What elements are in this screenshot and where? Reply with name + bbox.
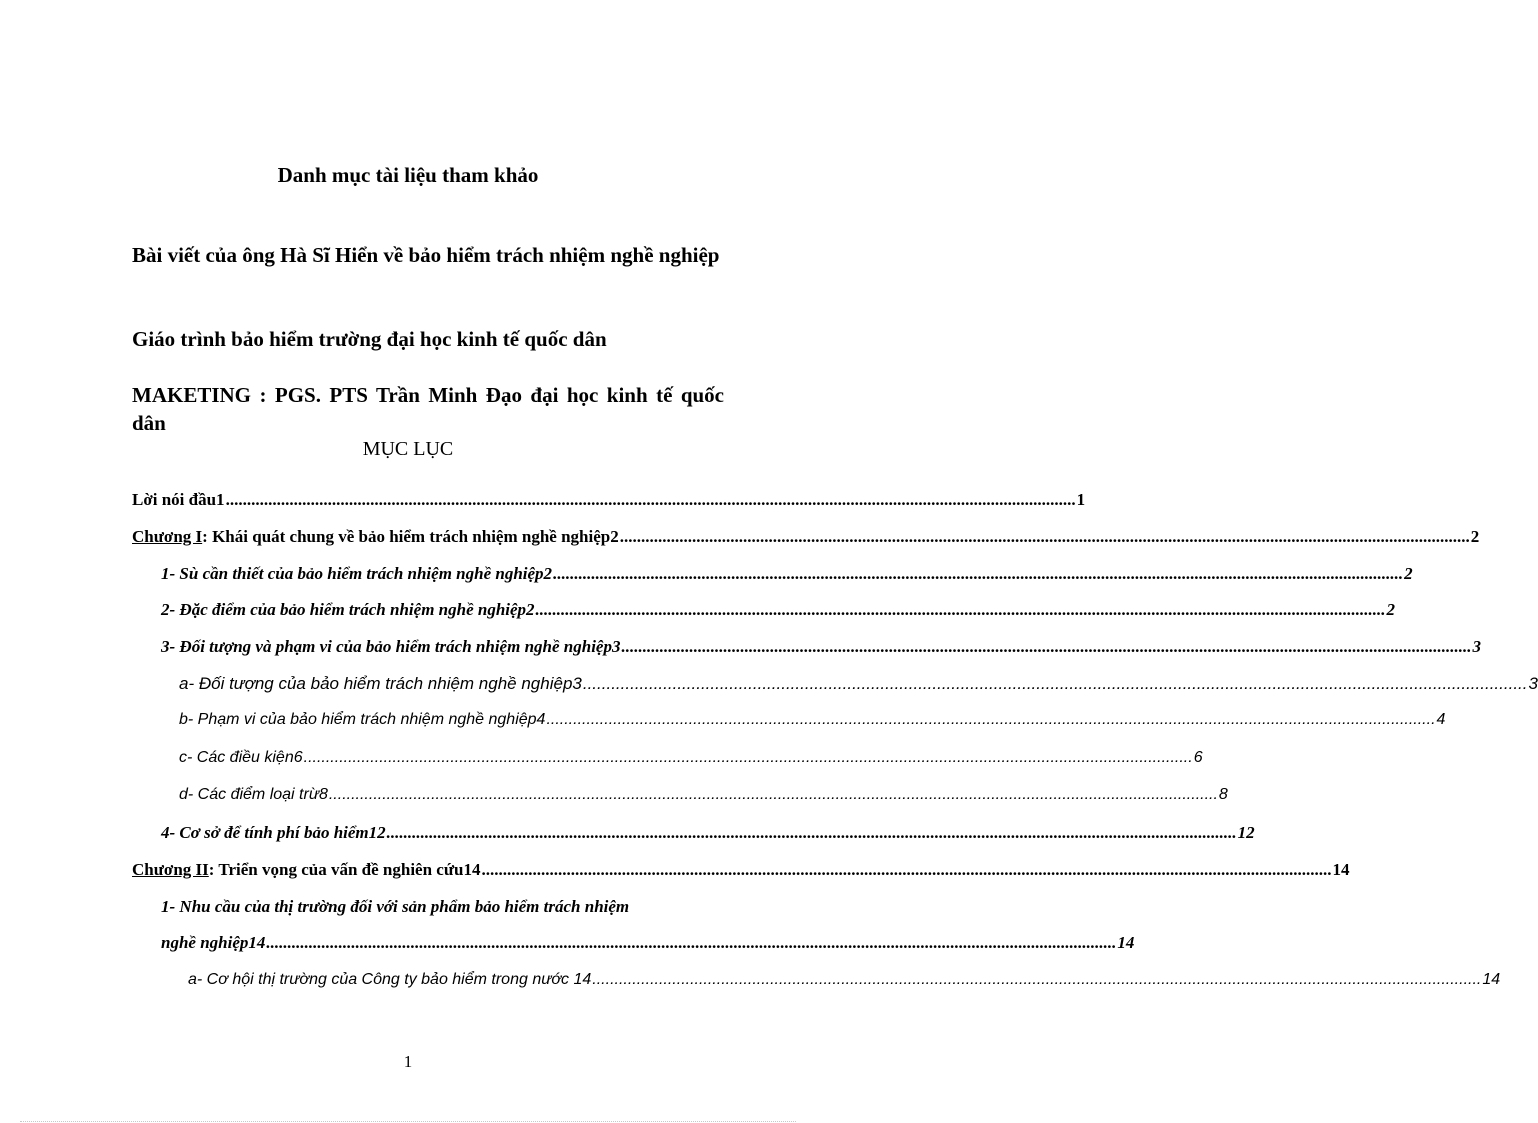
toc-leader: ........................................................................................................................................................................................................: [592, 971, 1482, 988]
toc-entry-text: 4- Cơ sở để tính phí bảo hiểm12: [161, 823, 386, 842]
reference-item: Bài viết của ông Hà Sĩ Hiển về bảo hiểm trách nhiệm nghề nghiệp: [132, 243, 720, 267]
toc-entry-text: 3- Đối tượng và phạm vi của bảo hiểm trách nhiệm nghề nghiệp3: [161, 637, 621, 656]
toc-leader: ........................................................................................................................................................................................................: [621, 637, 1472, 656]
toc-page-number: 2: [1404, 564, 1413, 583]
toc-leader: ........................................................................................................................................................................................................: [386, 823, 1237, 842]
toc-entry-text: 1- Nhu cầu của thị trường đối với sản phẩm bảo hiểm trách nhiệm: [161, 897, 630, 916]
toc-entry-text: a- Đối tượng của bảo hiểm trách nhiệm nghề nghiệp3: [179, 674, 582, 693]
toc-page-number: 2: [1386, 600, 1396, 619]
chapter-label: Chương I: [132, 527, 203, 546]
reference-item: MAKETING : PGS. PTS Trần Minh Đạo đại học kinh tế quốc dân: [132, 383, 724, 435]
toc-page-number: 14: [1117, 933, 1135, 952]
toc-entry-section-1-line2[interactable]: [161, 933, 1135, 953]
toc-entry-text: c- Các điều kiện6: [179, 749, 303, 766]
toc-entry-preface[interactable]: [132, 490, 1086, 510]
toc-entry-subsection-a[interactable]: [179, 674, 1538, 694]
references-title: Danh mục tài liệu tham khảo: [277, 163, 539, 187]
toc-page-number: 3: [1472, 637, 1481, 656]
toc-entry-text: nghề nghiệp14: [161, 933, 266, 952]
reference-item: Giáo trình bảo hiểm trường đại học kinh tế quốc dân: [132, 327, 607, 351]
toc-page-number: 2: [1470, 527, 1480, 546]
toc-leader: ........................................................................................................................................................................................................: [225, 490, 1076, 509]
toc-entry-section-3[interactable]: [161, 637, 1481, 657]
toc-page-number: 4: [1436, 711, 1446, 728]
page-bottom-divider: [20, 1121, 796, 1122]
toc-entry-text: 2- Đặc điểm của bảo hiểm trách nhiệm nghề nghiệp2: [161, 600, 535, 619]
toc-page-number: 14: [1332, 860, 1350, 879]
toc-entry-text: 1- Sù cần thiết của bảo hiểm trách nhiệm nghề nghiệp2: [161, 564, 553, 583]
toc-entry-text: : Triển vọng của vấn đề nghiên cứu14: [208, 860, 481, 879]
toc-entry-chapter-1[interactable]: [132, 527, 1480, 547]
toc-page-number: 1: [1076, 490, 1086, 509]
toc-entry-subsection-c[interactable]: [179, 749, 1203, 767]
page-number: 1: [403, 1052, 413, 1071]
toc-leader: ........................................................................................................................................................................................................: [481, 860, 1332, 879]
toc-entry-subsection-a2[interactable]: [188, 971, 1501, 989]
toc-leader: ........................................................................................................................................................................................................: [303, 749, 1193, 766]
toc-entry-text: a- Cơ hội thị trường của Công ty bảo hiểm trong nước 14: [188, 971, 592, 988]
toc-entry-text: b- Phạm vi của bảo hiểm trách nhiệm nghề nghiệp4: [179, 711, 546, 728]
toc-leader: ........................................................................................................................................................................................................: [328, 786, 1218, 803]
toc-leader: ........................................................................................................................................................................................................: [546, 711, 1436, 728]
toc-page-number: 8: [1218, 786, 1228, 803]
toc-leader: ........................................................................................................................................................................................................: [266, 933, 1117, 952]
toc-entry-subsection-b[interactable]: [179, 711, 1446, 729]
toc-entry-section-1-line1[interactable]: [161, 897, 756, 917]
toc-entry-section-4[interactable]: [161, 823, 1255, 843]
toc-title: MỤC LỤC: [362, 438, 454, 460]
toc-page-number: 6: [1193, 749, 1203, 766]
toc-page-number: 12: [1237, 823, 1255, 842]
toc-entry-text: d- Các điểm loại trừ8: [179, 786, 328, 803]
toc-leader: ........................................................................................................................................................................................................: [535, 600, 1386, 619]
toc-leader: ........................................................................................................................................................................................................: [582, 674, 1528, 693]
toc-entry-text: Lời nói đầu1: [132, 490, 225, 509]
toc-page-number: 3: [1528, 674, 1538, 693]
toc-entry-section-2[interactable]: [161, 600, 1396, 620]
toc-entry-chapter-2[interactable]: [132, 860, 1350, 880]
toc-page-number: 14: [1482, 971, 1501, 988]
toc-leader: ........................................................................................................................................................................................................: [619, 527, 1470, 546]
toc-entry-text: : Khái quát chung về bảo hiểm trách nhiệm nghề nghiệp2: [202, 527, 619, 546]
toc-entry-section-1[interactable]: [161, 564, 1413, 584]
toc-entry-subsection-d[interactable]: [179, 786, 1228, 804]
chapter-label: Chương II: [132, 860, 209, 879]
toc-leader: ........................................................................................................................................................................................................: [553, 564, 1404, 583]
